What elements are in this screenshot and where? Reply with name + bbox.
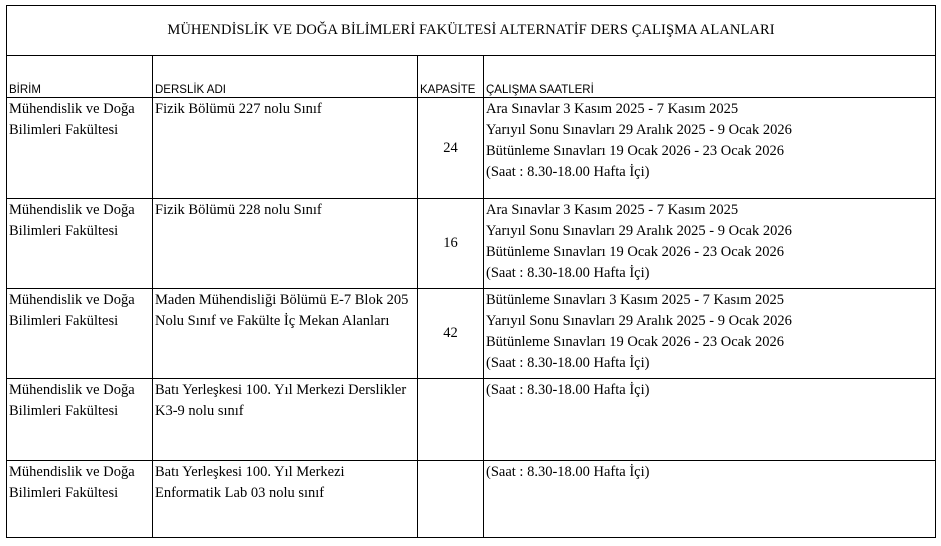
room-line: K3-9 nolu sınıf — [155, 403, 244, 419]
hours-line: Bütünleme Sınavları 19 Ocak 2026 - 23 Ocak 2026 — [486, 334, 784, 350]
room-line: Nolu Sınıf ve Fakülte İç Mekan Alanları — [155, 313, 390, 329]
unit-line: Mühendislik ve Doğa — [9, 101, 135, 117]
room-line: Batı Yerleşkesi 100. Yıl Merkezi — [155, 464, 345, 480]
room-cell — [153, 289, 418, 379]
unit-line: Bilimleri Fakültesi — [9, 122, 119, 138]
header-capacity: KAPASİTE — [418, 56, 484, 98]
table-row — [7, 199, 936, 289]
hours-line: Bütünleme Sınavları 19 Ocak 2026 - 23 Ocak 2026 — [486, 143, 784, 159]
capacity-cell: 16 — [418, 199, 484, 289]
room-cell — [153, 199, 418, 289]
unit-line: Mühendislik ve Doğa — [9, 464, 135, 480]
page-title: MÜHENDİSLİK VE DOĞA BİLİMLERİ FAKÜLTESİ ALTERNATİF DERS ÇALIŞMA ALANLARI — [7, 6, 936, 56]
unit-cell — [7, 289, 153, 379]
unit-line: Mühendislik ve Doğa — [9, 292, 135, 308]
capacity-cell — [418, 379, 484, 461]
hours-line: Yarıyıl Sonu Sınavları 29 Aralık 2025 - 9 Ocak 2026 — [486, 122, 792, 138]
unit-cell — [7, 199, 153, 289]
header-room: DERSLİK ADI — [153, 56, 418, 98]
unit-line: Bilimleri Fakültesi — [9, 485, 119, 501]
header-unit: BİRİM — [7, 56, 153, 98]
capacity-cell: 24 — [418, 98, 484, 199]
hours-line: Ara Sınavlar 3 Kasım 2025 - 7 Kasım 2025 — [486, 101, 739, 117]
hours-line: (Saat : 8.30-18.00 Hafta İçi) — [486, 265, 650, 281]
hours-line: Bütünleme Sınavları 3 Kasım 2025 - 7 Kasım 2025 — [486, 292, 785, 308]
unit-line: Bilimleri Fakültesi — [9, 403, 119, 419]
hours-line: (Saat : 8.30-18.00 Hafta İçi) — [486, 355, 650, 371]
unit-line: Bilimleri Fakültesi — [9, 313, 119, 329]
header-row — [7, 56, 936, 98]
room-line: Fizik Bölümü 227 nolu Sınıf — [155, 101, 322, 117]
hours-cell — [484, 379, 936, 461]
hours-line: (Saat : 8.30-18.00 Hafta İçi) — [486, 382, 650, 398]
hours-line: (Saat : 8.30-18.00 Hafta İçi) — [486, 464, 650, 480]
unit-cell — [7, 98, 153, 199]
room-cell — [153, 379, 418, 461]
room-line: Batı Yerleşkesi 100. Yıl Merkezi Derslikler — [155, 382, 407, 398]
hours-line: Ara Sınavlar 3 Kasım 2025 - 7 Kasım 2025 — [486, 202, 739, 218]
room-cell — [153, 98, 418, 199]
table-row — [7, 461, 936, 538]
title-row — [7, 6, 936, 56]
schedule-sheet — [6, 5, 935, 538]
hours-cell — [484, 461, 936, 538]
room-line: Fizik Bölümü 228 nolu Sınıf — [155, 202, 322, 218]
hours-line: Yarıyıl Sonu Sınavları 29 Aralık 2025 - 9 Ocak 2026 — [486, 313, 792, 329]
unit-cell — [7, 379, 153, 461]
hours-cell — [484, 199, 936, 289]
room-line: Enformatik Lab 03 nolu sınıf — [155, 485, 325, 501]
table-row — [7, 379, 936, 461]
hours-line: Yarıyıl Sonu Sınavları 29 Aralık 2025 - 9 Ocak 2026 — [486, 223, 792, 239]
unit-line: Bilimleri Fakültesi — [9, 223, 119, 239]
capacity-cell: 42 — [418, 289, 484, 379]
table-row — [7, 289, 936, 379]
table-row — [7, 98, 936, 199]
room-cell — [153, 461, 418, 538]
unit-line: Mühendislik ve Doğa — [9, 382, 135, 398]
hours-line: Bütünleme Sınavları 19 Ocak 2026 - 23 Ocak 2026 — [486, 244, 784, 260]
header-hours: ÇALIŞMA SAATLERİ — [484, 56, 936, 98]
study-areas-table — [6, 5, 936, 538]
unit-line: Mühendislik ve Doğa — [9, 202, 135, 218]
unit-cell — [7, 461, 153, 538]
capacity-cell — [418, 461, 484, 538]
room-line: Maden Mühendisliği Bölümü E-7 Blok 205 — [155, 292, 409, 308]
hours-line: (Saat : 8.30-18.00 Hafta İçi) — [486, 164, 650, 180]
hours-cell — [484, 98, 936, 199]
hours-cell — [484, 289, 936, 379]
